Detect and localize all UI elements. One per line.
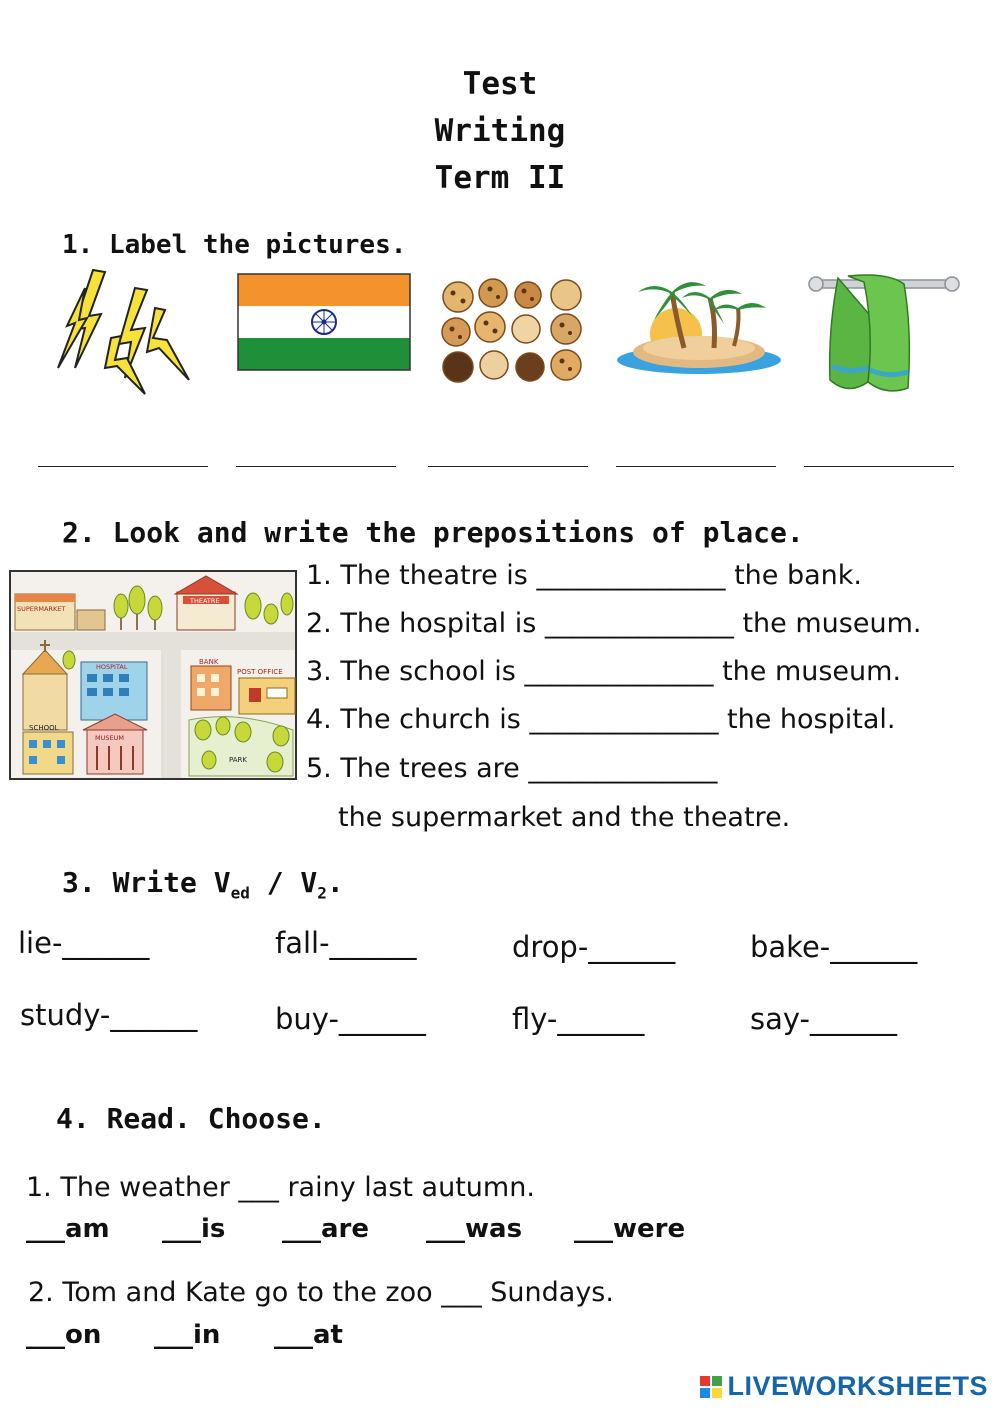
- sentence-text: the hospital.: [727, 704, 896, 735]
- sentence-text: The church is: [340, 704, 521, 735]
- verb-item[interactable]: fly-______: [512, 1002, 645, 1036]
- option-am[interactable]: ___am: [26, 1214, 110, 1244]
- answer-blank[interactable]: ______________: [544, 608, 734, 639]
- sentence-number: 3.: [306, 656, 332, 687]
- section3-heading: [62, 866, 344, 903]
- sentence-text: the museum.: [742, 608, 922, 639]
- liveworksheets-logo[interactable]: [699, 1371, 988, 1402]
- section2-heading: 2. Look and write the prepositions of place.: [62, 516, 804, 549]
- answer-line-2[interactable]: [236, 466, 396, 467]
- answer-blank[interactable]: ______________: [528, 753, 718, 784]
- map-label-theatre: THEATRE: [190, 597, 220, 605]
- option-are[interactable]: ___are: [282, 1214, 370, 1244]
- sentence-text: The hospital is: [340, 608, 537, 639]
- section3-subscript-2: 2: [317, 883, 327, 903]
- title-writing: Writing: [434, 113, 566, 149]
- verb-item[interactable]: study-______: [20, 998, 198, 1032]
- map-label-supermarket: SUPERMARKET: [17, 605, 66, 613]
- map-label-post-office: POST OFFICE: [237, 668, 283, 676]
- sentence-text: the museum.: [722, 656, 902, 687]
- map-label-museum: MUSEUM: [95, 734, 124, 742]
- option-in[interactable]: ___in: [154, 1320, 221, 1350]
- verb-item[interactable]: say-______: [750, 1002, 897, 1036]
- answer-blank[interactable]: ______________: [536, 560, 726, 591]
- towel-icon: [808, 270, 960, 398]
- map-label-park: PARK: [229, 756, 248, 764]
- verb-item[interactable]: lie-______: [18, 926, 150, 960]
- section4-heading: 4. Read. Choose.: [56, 1102, 326, 1135]
- title-test: Test: [462, 66, 538, 102]
- sentence-number: 1.: [306, 560, 332, 591]
- option-at[interactable]: ___at: [274, 1320, 343, 1350]
- cookies-icon: [438, 277, 588, 387]
- map-label-hospital: HOSPITAL: [96, 663, 128, 671]
- answer-blank[interactable]: ______________: [524, 656, 714, 687]
- island-icon: [614, 268, 784, 378]
- sentence-text: The trees are: [340, 753, 520, 784]
- answer-line-4[interactable]: [616, 466, 776, 467]
- question-2: 2. Tom and Kate go to the zoo ___ Sundays.: [28, 1277, 614, 1308]
- answer-line-3[interactable]: [428, 466, 588, 467]
- preposition-sentence-5: [306, 753, 717, 784]
- title-term: Term II: [434, 160, 566, 196]
- sentence-text: the bank.: [734, 560, 862, 591]
- map-label-school: SCHOOL: [29, 724, 59, 732]
- answer-line-5[interactable]: [804, 466, 954, 467]
- liveworksheets-logo-icon: [699, 1375, 723, 1399]
- section1-number: 1.: [62, 230, 94, 260]
- preposition-sentence-3: [306, 656, 901, 687]
- map-label-bank: BANK: [199, 658, 219, 666]
- sentence-number: 2.: [306, 608, 332, 639]
- india-flag-icon: [237, 273, 411, 371]
- sentence-text: The theatre is: [340, 560, 528, 591]
- answer-blank[interactable]: ______________: [529, 704, 719, 735]
- section3-heading-text: .: [326, 866, 344, 899]
- option-was[interactable]: ___was: [426, 1214, 523, 1244]
- sentence-number: 4.: [306, 704, 332, 735]
- sentence-number: 5.: [306, 753, 332, 784]
- section3-subscript-ed: ed: [230, 883, 250, 903]
- option-were[interactable]: ___were: [574, 1214, 686, 1244]
- verb-item[interactable]: drop-______: [512, 930, 676, 964]
- option-on[interactable]: ___on: [26, 1320, 102, 1350]
- sentence-text: The school is: [340, 656, 516, 687]
- answer-line-1[interactable]: [38, 466, 208, 467]
- verb-item[interactable]: fall-______: [275, 926, 417, 960]
- section3-heading-text: / V: [249, 866, 318, 899]
- preposition-sentence-1: [306, 560, 862, 591]
- option-is[interactable]: ___is: [162, 1214, 226, 1244]
- verb-item[interactable]: buy-______: [275, 1002, 426, 1036]
- preposition-sentence-2: [306, 608, 921, 639]
- preposition-sentence-5-continuation: the supermarket and the theatre.: [338, 802, 791, 833]
- lightning-icon: [55, 268, 195, 398]
- question-1: 1. The weather ___ rainy last autumn.: [26, 1172, 535, 1203]
- section1-heading: [62, 230, 406, 260]
- verb-item[interactable]: bake-______: [750, 930, 918, 964]
- preposition-sentence-4: [306, 704, 895, 735]
- section3-heading-text: 3. Write V: [62, 866, 231, 899]
- section1-heading-text: Label the pictures.: [108, 230, 407, 260]
- liveworksheets-logo-text: LIVEWORKSHEETS: [727, 1371, 988, 1401]
- town-map: [9, 570, 297, 780]
